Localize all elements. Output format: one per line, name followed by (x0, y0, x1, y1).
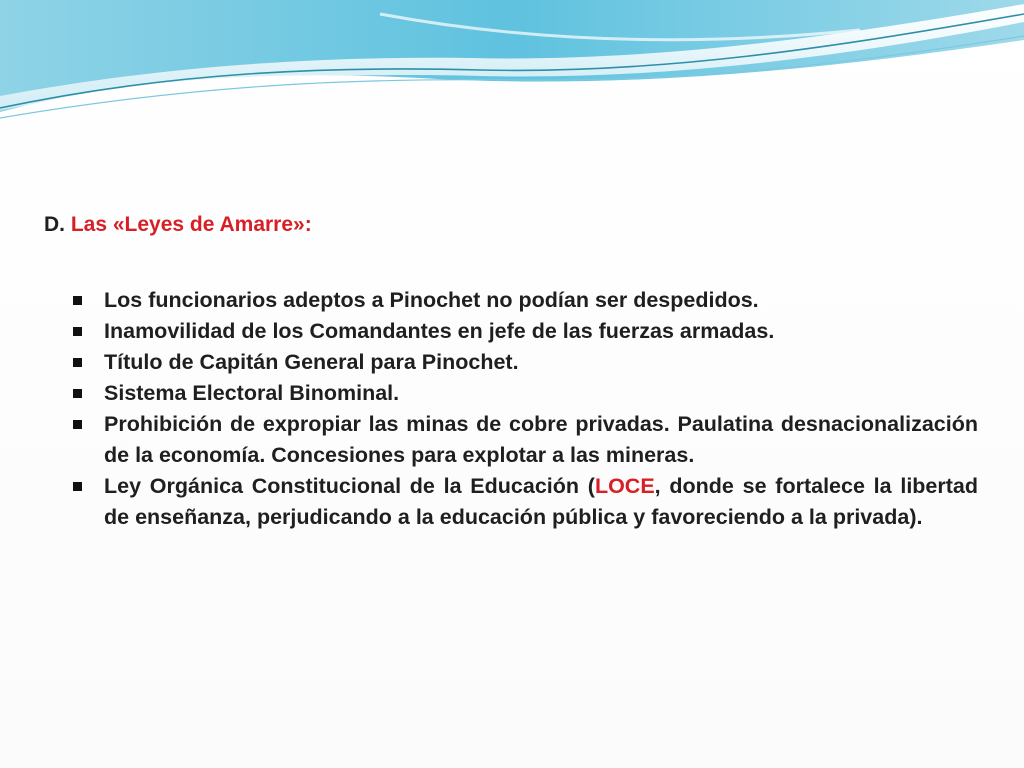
list-item (70, 471, 978, 533)
square-bullet-icon (73, 482, 82, 491)
square-bullet-icon (73, 296, 82, 305)
wave-band-top (0, 0, 1024, 112)
list-item (70, 347, 978, 378)
list-item-text: Sistema Electoral Binominal. (104, 381, 400, 405)
list-item (70, 285, 978, 316)
list-item (70, 316, 978, 347)
decorative-wave-header (0, 0, 1024, 130)
list-item-text: Inamovilidad de los Comandantes en jefe de las fuerzas armadas. (104, 319, 775, 343)
list-item-text: Los funcionarios adeptos a Pinochet no podían ser despedidos. (104, 288, 759, 312)
heading-prefix: D. (44, 213, 71, 236)
square-bullet-icon (73, 389, 82, 398)
list-item (70, 409, 978, 471)
list-item (70, 378, 978, 409)
square-bullet-icon (73, 327, 82, 336)
square-bullet-icon (73, 358, 82, 367)
list-item-text: Título de Capitán General para Pinochet. (104, 350, 519, 374)
list-item-text: Prohibición de expropiar las minas de cobre privadas. Paulatina desnacionalización de la economía. Concesiones para explotar a las mineras. (104, 412, 978, 467)
heading-title: Las «Leyes de Amarre»: (70, 213, 312, 236)
slide-heading (44, 213, 312, 237)
bullet-list (70, 285, 978, 533)
square-bullet-icon (73, 420, 82, 429)
list-item-text-after: , donde se fortalece la libertad de enseñanza, perjudicando a la educación pública y favoreciendo a la privada). (104, 474, 978, 529)
list-item-text-before: Ley Orgánica Constitucional de la Educación ( (104, 474, 595, 498)
loce-highlight: LOCE (594, 474, 655, 498)
